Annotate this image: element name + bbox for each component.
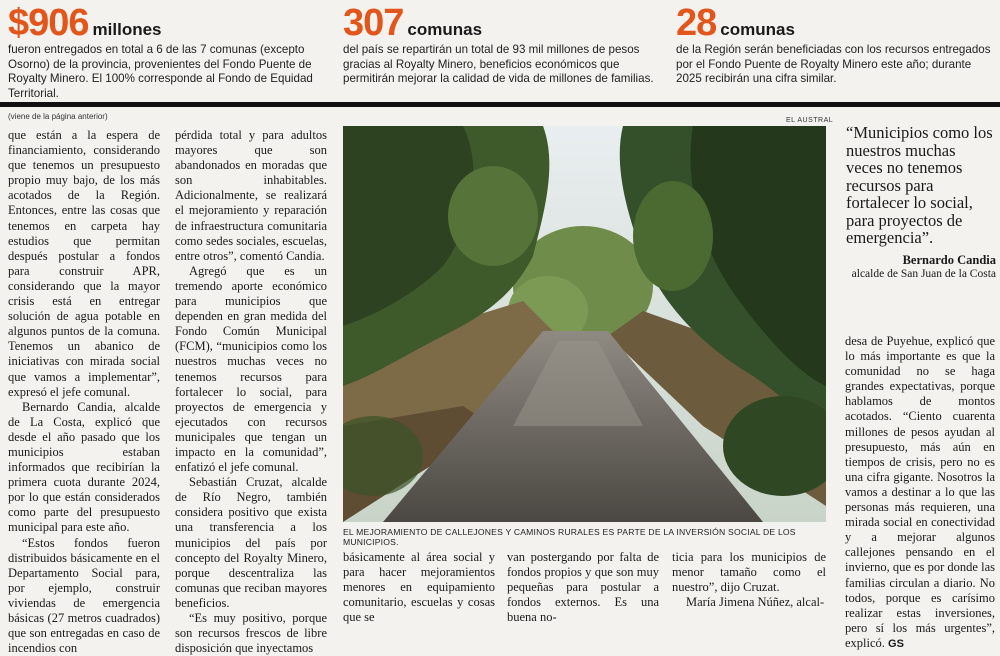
stat-description: del país se repartirán un total de 93 mil millones de pesos gracias al Royalty Minero, beneficios económicos que permitirán mejorar la calidad de vida de millones de familias. — [343, 43, 654, 86]
article-column-5 — [672, 550, 826, 610]
paragraph: pérdida total y para adultos mayores que son abandonados en moradas que son inhabitables. Adicionalmente, se realizará el mejoramiento y reparación de infraestructura comunitaria como sedes sociales, escuelas, entre otros”, comentó Candia. — [175, 128, 327, 263]
stat-block-2 — [343, 4, 663, 87]
stat-unit: comunas — [720, 20, 795, 39]
section-divider — [0, 102, 1000, 107]
paragraph: María Jimena Núñez, alcal- — [686, 595, 825, 610]
stat-block-3 — [676, 4, 994, 87]
road-photo — [343, 126, 826, 522]
article-column-3 — [343, 550, 495, 625]
paragraph: “Es muy positivo, porque son recursos frescos de libre disposición que inyectamos — [175, 611, 327, 656]
article-column-2 — [175, 128, 327, 656]
stat-description: de la Región serán beneficiadas con los recursos entregados por el Fondo Puente de Royalty Minero este año; durante 2025 recibirán una cifra similar. — [676, 43, 991, 86]
stat-number: 307 — [343, 2, 404, 44]
paragraph: Bernardo Candia, alcalde de La Costa, explicó que desde el año pasado que los municipios estaban informados que recibirían la primera cuota durante 2024, por lo que están considerados como parte del presupuesto municipal para este año. — [8, 399, 160, 535]
end-mark: GS — [888, 637, 904, 650]
stat-unit: millones — [92, 20, 162, 39]
stat-number: $906 — [8, 2, 89, 44]
paragraph: “Estos fondos fueron distribuidos básicamente en el Departamento Social para, por ejemplo, construir viviendas de emergencia básicas (27 metros cuadrados) que son entregadas en caso de incendios con — [8, 535, 160, 656]
paragraph: Sebastián Cruzat, alcalde de Río Negro, también considera positivo que exista una transferencia a los municipios del país por concepto del Royalty Minero, porque descentraliza las comunas que reciban mayores beneficios. — [175, 475, 327, 610]
paragraph: Agregó que es un tremendo aporte económico para municipios que dependen en gran medida del Fondo Común Municipal (FCM), “municipios como los nuestros muchas veces no tenemos recursos para fortalecer lo social, para proyectos de emergencia y ejecutados con recursos municipales que tengan un impacto en la comunidad”, enfatizó el jefe comunal. — [175, 263, 327, 475]
article-column-1 — [8, 128, 160, 656]
paragraph: desa de Puyehue, explicó que lo más importante es que la comunidad no se haga grandes expectativas, porque hablamos de montos acotados. “Ciento cuarenta millones de pesos ayudan al presupuesto, más aún en tiempos de crisis, pero no es una cifra gigante. Nosotros la vamos a destinar a lo que las personas más requieren, una mirada social en conectividad y a mejorar algunos callejones pensando en el invierno, que es por donde las familias circulan a diario. No todos, porque es carísimo realizar estas inversiones, pero sí los más urgentes”, explicó. — [845, 334, 995, 650]
paragraph: van postergando por falta de fondos propios y que son muy pequeñas para postular a fondos externos. Es una buena no- — [507, 550, 659, 625]
quote-author-role: alcalde de San Juan de la Costa — [851, 268, 996, 280]
quote-author: Bernardo Candia — [902, 253, 996, 267]
stat-block-1 — [8, 4, 328, 101]
article-column-6 — [845, 334, 995, 652]
pull-quote: “Municipios como los nuestros muchas veces no tenemos recursos para fortalecer lo social, para proyectos de emergencia”. — [846, 123, 993, 247]
article-column-4 — [507, 550, 659, 625]
stat-unit: comunas — [407, 20, 483, 39]
continued-note: (viene de la página anterior) — [8, 112, 108, 121]
photo-credit: EL AUSTRAL — [786, 117, 834, 124]
stat-number: 28 — [676, 2, 717, 44]
paragraph: que están a la espera de financiamiento, considerando que tenemos un presupuesto propio muy bajo, de los más acotados de la Región. Entonces, entre las cosas que tenemos en carpeta hay estudios que permitan después postular a fondos para construir APR, considerando que la mayor crisis está en entregar solución de agua potable en algunos puntos de la comuna. Tenemos un abanico de iniciativas con mirada social que vamos a implementar”, expresó el jefe comunal. — [8, 128, 160, 399]
stat-description: fueron entregados en total a 6 de las 7 comunas (excepto Osorno) de la provincia, provenientes del Fondo Puente de Royalty Minero. El 100% corresponde al Fondo de Equidad Territorial. — [8, 43, 313, 100]
photo-caption: EL MEJORAMIENTO DE CALLEJONES Y CAMINOS RURALES ES PARTE DE LA INVERSIÓN SOCIAL DE LOS MUNICIPIOS. — [343, 527, 796, 547]
paragraph: básicamente al área social y para hacer mejoramientos menores en equipamiento comunitario, escuelas y cosas que se — [343, 550, 495, 625]
paragraph: ticia para los municipios de menor tamaño como el nuestro”, dijo Cruzat. — [672, 550, 826, 595]
